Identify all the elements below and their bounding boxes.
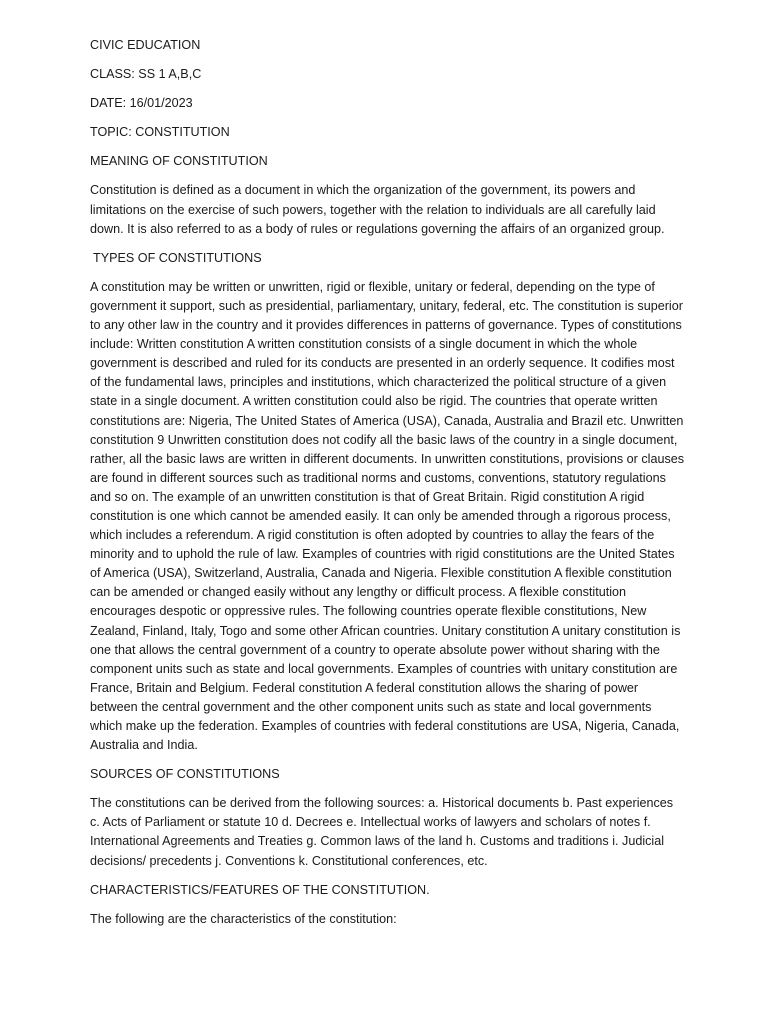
sources-heading: SOURCES OF CONSTITUTIONS — [90, 767, 280, 782]
subject-line: CIVIC EDUCATION — [90, 38, 201, 52]
document-page — [90, 36, 686, 939]
date-line: DATE: 16/01/2023 — [90, 96, 193, 111]
types-heading: TYPES OF CONSTITUTIONS — [93, 250, 262, 265]
characteristics-paragraph: The following are the characteristics of the constitution: — [90, 911, 397, 926]
types-paragraph: A constitution may be written or unwritten, rigid or flexible, unitary or federal, depending on the type of government it support, such as presidential, parliamentary, unitary, federal, etc. The constitution is superior to any other law in the country and it provides differences in patterns of governance. Types of constitutions include: Written constitution A written constitution consists of a single document in which the whole government is described and ruled for its conducts are presented in an orderly sequence. It codifies most of the fundamental laws, principles and institutions, which characterized the political structure of a given state in a single document. A written constitution could also be rigid. The countries that operate written constitutions are: Nigeria, The United States of America (USA), Canada, Australia and Brazil etc. Unwritten constitution 9 Unwritten constitution does not codify all the basic laws of the country in a single document, rather, all the basic laws are written in different documents. In unwritten constitutions, provisions or clauses are found in different sources such as traditional norms and customs, conventions, statutory regulations and so on. The example of an unwritten constitution is that of Great Britain. Rigid constitution A rigid constitution is one which cannot be amended easily. It can only be amended through a rigorous process, which includes a referendum. A rigid constitution is often adopted by countries to allay the fears of the minority and to uphold the rule of law. Examples of countries with rigid constitutions are the United States of America (USA), Switzerland, Australia, Canada and Nigeria. Flexible constitution A flexible constitution can be amended or changed easily without any lengthy or difficult process. A flexible constitution encourages despotic or oppressive rules. The following countries operate flexible constitutions, New Zealand, Finland, Italy, Togo and some other African countries. Unitary constitution A unitary constitution is one that allows the central government of a country to operate absolute power without sharing with the component units such as state and local governments. Examples of countries with unitary constitution are France, Britain and Belgium. Federal constitution A federal constitution allows the sharing of power between the central government and the other component units such as state and local governments which make up the federation. Examples of countries with federal constitutions are USA, Nigeria, Canada, Australia and India. — [90, 279, 685, 753]
characteristics-heading: CHARACTERISTICS/FEATURES OF THE CONSTITUTION. — [90, 882, 430, 897]
sources-paragraph: The constitutions can be derived from the following sources: a. Historical documents b. Past experiences c. Acts of Parliament or statute 10 d. Decrees e. Intellectual works of lawyers and scholars of notes f. International Agreements and Treaties g. Common laws of the land h. Customs and traditions i. Judicial decisions/ precedents j. Conventions k. Constitutional conferences, etc. — [90, 796, 674, 868]
meaning-paragraph: Constitution is defined as a document in which the organization of the government, its powers and limitations on the exercise of such powers, together with the relation to individuals are all carefully laid down. It is also referred to as a body of rules or regulations governing the affairs of an organized group. — [90, 183, 665, 236]
class-line: CLASS: SS 1 A,B,C — [90, 67, 202, 82]
topic-line: TOPIC: CONSTITUTION — [90, 125, 230, 140]
meaning-heading: MEANING OF CONSTITUTION — [90, 154, 268, 169]
